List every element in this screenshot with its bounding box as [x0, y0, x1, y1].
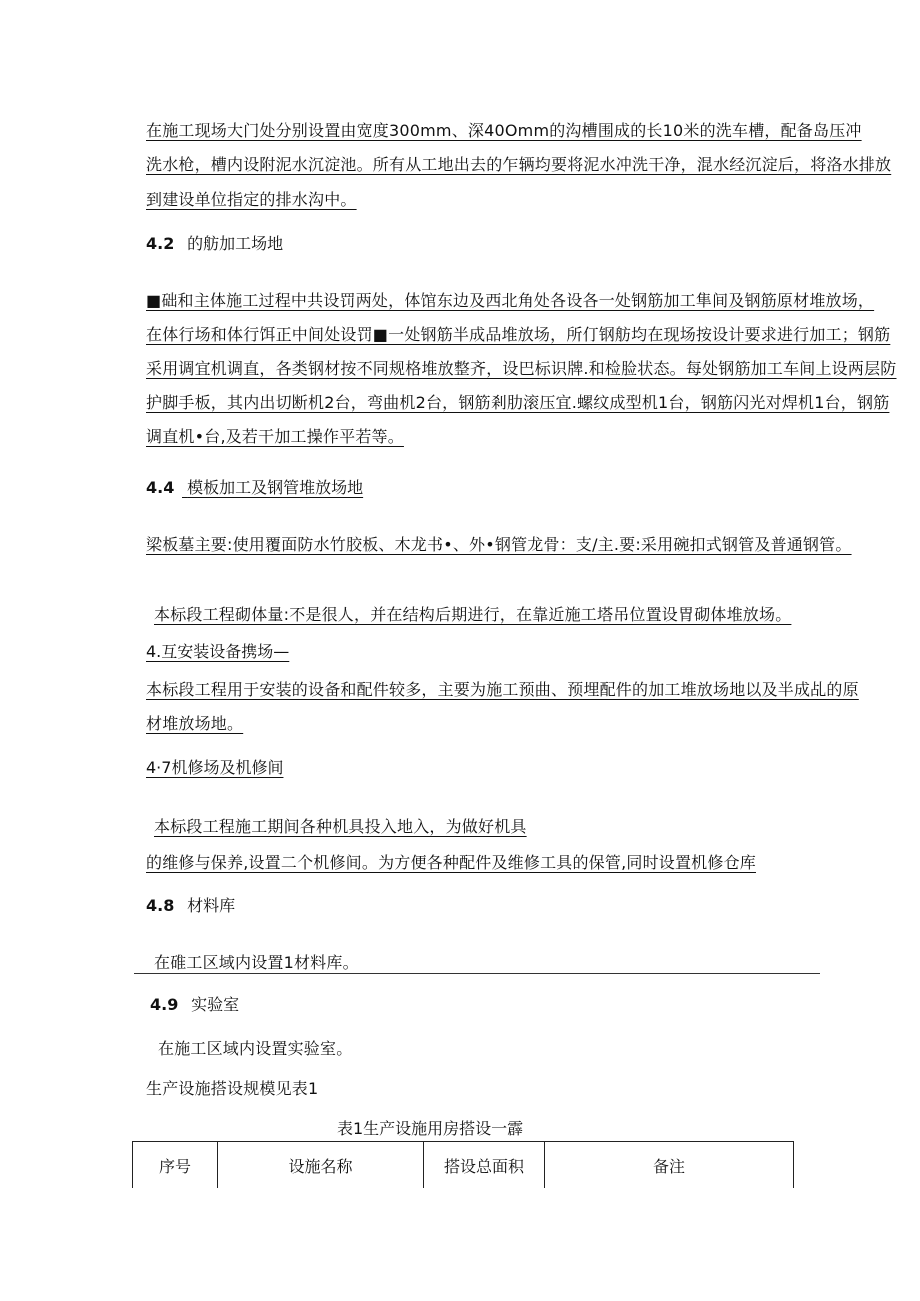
header-cell-index: 序号 — [133, 1142, 218, 1189]
para7-line1: 在碓工区域内设置1材料库。 — [154, 953, 359, 972]
para8-line1: 在施工区域内设置实验室。 — [158, 1039, 353, 1058]
para2-line1: ■础和主体施工过程中共设罚两处，体馆东边及西北角处各设各一处钢筋加工隼间及钢筋原材堆放场， — [146, 291, 875, 310]
section-heading-4-8 — [146, 896, 235, 916]
header-cell-remark: 备注 — [545, 1142, 794, 1189]
facilities-table — [132, 1141, 794, 1188]
para1-line2: 洗水枪，槽内设附泥水沉淀池。所有从工地出去的乍辆均要将泥水冲洗干净，混水经沉淀后，将洛水排放 — [146, 155, 892, 174]
para1-line3: 到建设单位指定的排水沟中。 — [146, 190, 357, 209]
section-title: 实验室 — [191, 995, 240, 1014]
section-heading-4-5: 4.互安装设备携场— — [146, 642, 290, 661]
para4-line1: 本标段工程砌体量:不是很人，并在结构后期进行，在靠近施工塔吊位置设胃砌体堆放场。 — [154, 605, 792, 624]
section-number: 4.2 — [146, 234, 175, 253]
section-number: 4.8 — [146, 896, 175, 915]
section-number: 4.9 — [150, 995, 179, 1014]
section-title: 的舫加工场地 — [187, 234, 284, 253]
para5-line1: 本标段工程用于安装的设备和配件较多，主要为施工预曲、预埋配件的加工堆放场地以及半成乩的原 — [146, 680, 859, 699]
table-caption: 表1生产设施用房搭设一霹 — [337, 1119, 524, 1138]
section-title: 材料库 — [187, 896, 236, 915]
para9-line1: 生产设施搭设规模见表1 — [146, 1079, 319, 1098]
horizontal-rule — [134, 973, 820, 974]
section-heading-4-7: 4·7机修场及机修间 — [146, 758, 284, 777]
section-title: 模板加工及钢管堆放场地 — [187, 478, 364, 497]
header-cell-name: 设施名称 — [218, 1142, 424, 1189]
section-number: 4.4 — [146, 478, 175, 497]
para5-line2: 材堆放场地。 — [146, 714, 244, 733]
section-heading-4-9 — [150, 995, 239, 1015]
para2-line2: 在体行场和体行饵正中间处设罚■一处钢筋半成品堆放场，所仃钢舫均在现场按设计要求进行加工；钢筋 — [146, 325, 891, 344]
para6-line2: 的维修与保养,设置二个机修间。为方便各种配件及维修工具的保管,同时设置机修仓库 — [146, 853, 756, 872]
table-header-row — [133, 1142, 794, 1189]
para3-line1: 梁板墓主要:使用覆面防水竹胶板、木龙书•、外•钢管龙骨：支/主.要:采用碗扣式钢管及普通钢管。 — [146, 535, 852, 554]
para2-line5: 调直机•台,及若干加工操作平若等。 — [146, 427, 404, 446]
para2-line3: 采用调宜机调直，各类钢材按不同规格堆放整齐，设巴标识牌.和检脸状态。每处钢筋加工车间上设两层防 — [146, 359, 897, 378]
section-heading-4-4 — [146, 478, 363, 498]
para2-line4: 护脚手板，其内出切断机2台，弯曲机2台，钢筋剎肋滚压宜.螺纹成型机1台，钢筋闪光对焊机1台，钢筋 — [146, 393, 890, 412]
section-heading-4-2 — [146, 234, 283, 254]
header-cell-area: 搭设总面积 — [424, 1142, 545, 1189]
para1-line1: 在施工现场大门处分别设置由宽度300mm、深40Omm的沟槽围成的长10米的洗车槽，配备岛压冲 — [146, 121, 862, 140]
para6-line1: 本标段工程施工期间各种机具投入地入，为做好机具 — [154, 817, 527, 836]
